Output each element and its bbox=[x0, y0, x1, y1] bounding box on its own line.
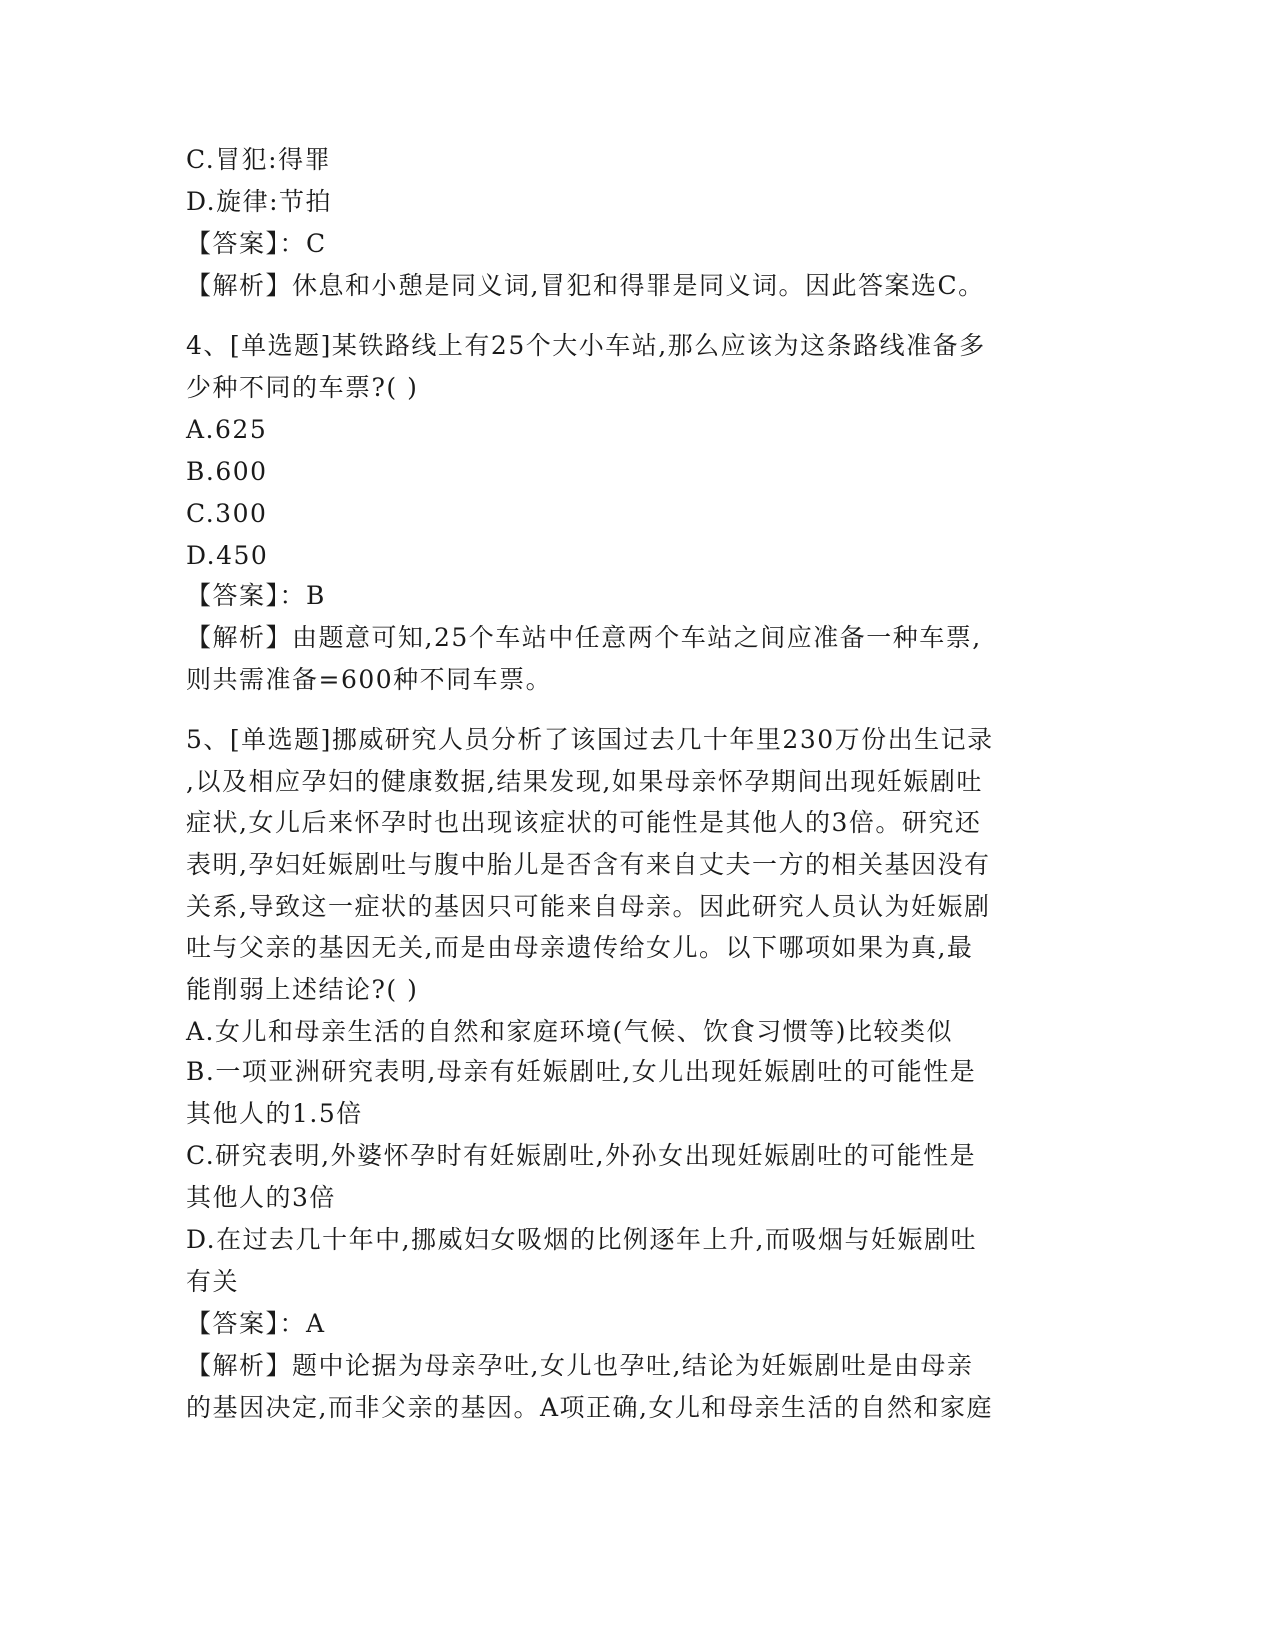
option-c: C.研究表明,外婆怀孕时有妊娠剧吐,外孙女出现妊娠剧吐的可能性是 bbox=[186, 1141, 977, 1170]
question-stem: 4、[单选题]某铁路线上有25个大小车站,那么应该为这条路线准备多 bbox=[186, 331, 986, 360]
analysis: 【解析】题中论据为母亲孕吐,女儿也孕吐,结论为妊娠剧吐是由母亲 bbox=[186, 1351, 974, 1380]
question-stem: 表明,孕妇妊娠剧吐与腹中胎儿是否含有来自丈夫一方的相关基因没有 bbox=[186, 850, 991, 879]
option-b: B.600 bbox=[186, 457, 268, 486]
question-stem: 能削弱上述结论?( ) bbox=[186, 975, 419, 1004]
option-d: D.旋律:节拍 bbox=[186, 187, 333, 216]
question-stem: 5、[单选题]挪威研究人员分析了该国过去几十年里230万份出生记录 bbox=[186, 725, 994, 754]
answer: 【答案】：B bbox=[186, 581, 326, 610]
option-d: D.在过去几十年中,挪威妇女吸烟的比例逐年上升,而吸烟与妊娠剧吐 bbox=[186, 1225, 977, 1254]
option-c-cont: 其他人的3倍 bbox=[186, 1183, 336, 1212]
option-a: A.女儿和母亲生活的自然和家庭环境(气候、饮食习惯等)比较类似 bbox=[186, 1017, 954, 1046]
question-stem: 关系,导致这一症状的基因只可能来自母亲。因此研究人员认为妊娠剧 bbox=[186, 892, 991, 921]
option-c: C.冒犯:得罪 bbox=[186, 145, 332, 174]
question-stem: ,以及相应孕妇的健康数据,结果发现,如果母亲怀孕期间出现妊娠剧吐 bbox=[186, 767, 983, 796]
option-a: A.625 bbox=[186, 415, 268, 444]
option-c: C.300 bbox=[186, 499, 268, 528]
option-b-cont: 其他人的1.5倍 bbox=[186, 1099, 363, 1128]
question-stem: 吐与父亲的基因无关,而是由母亲遗传给女儿。以下哪项如果为真,最 bbox=[186, 933, 974, 962]
option-b: B.一项亚洲研究表明,母亲有妊娠剧吐,女儿出现妊娠剧吐的可能性是 bbox=[186, 1057, 977, 1086]
answer: 【答案】：C bbox=[186, 229, 327, 258]
analysis: 【解析】由题意可知,25个车站中任意两个车站之间应准备一种车票, bbox=[186, 623, 982, 652]
question-stem: 症状,女儿后来怀孕时也出现该症状的可能性是其他人的3倍。研究还 bbox=[186, 808, 982, 837]
option-d-cont: 有关 bbox=[186, 1267, 240, 1296]
question-stem: 少种不同的车票?( ) bbox=[186, 373, 419, 402]
answer: 【答案】：A bbox=[186, 1309, 326, 1338]
analysis: 【解析】休息和小憩是同义词,冒犯和得罪是同义词。因此答案选C。 bbox=[186, 271, 985, 300]
analysis: 则共需准备=600种不同车票。 bbox=[186, 665, 553, 694]
analysis: 的基因决定,而非父亲的基因。A项正确,女儿和母亲生活的自然和家庭 bbox=[186, 1393, 993, 1422]
option-d: D.450 bbox=[186, 541, 269, 570]
